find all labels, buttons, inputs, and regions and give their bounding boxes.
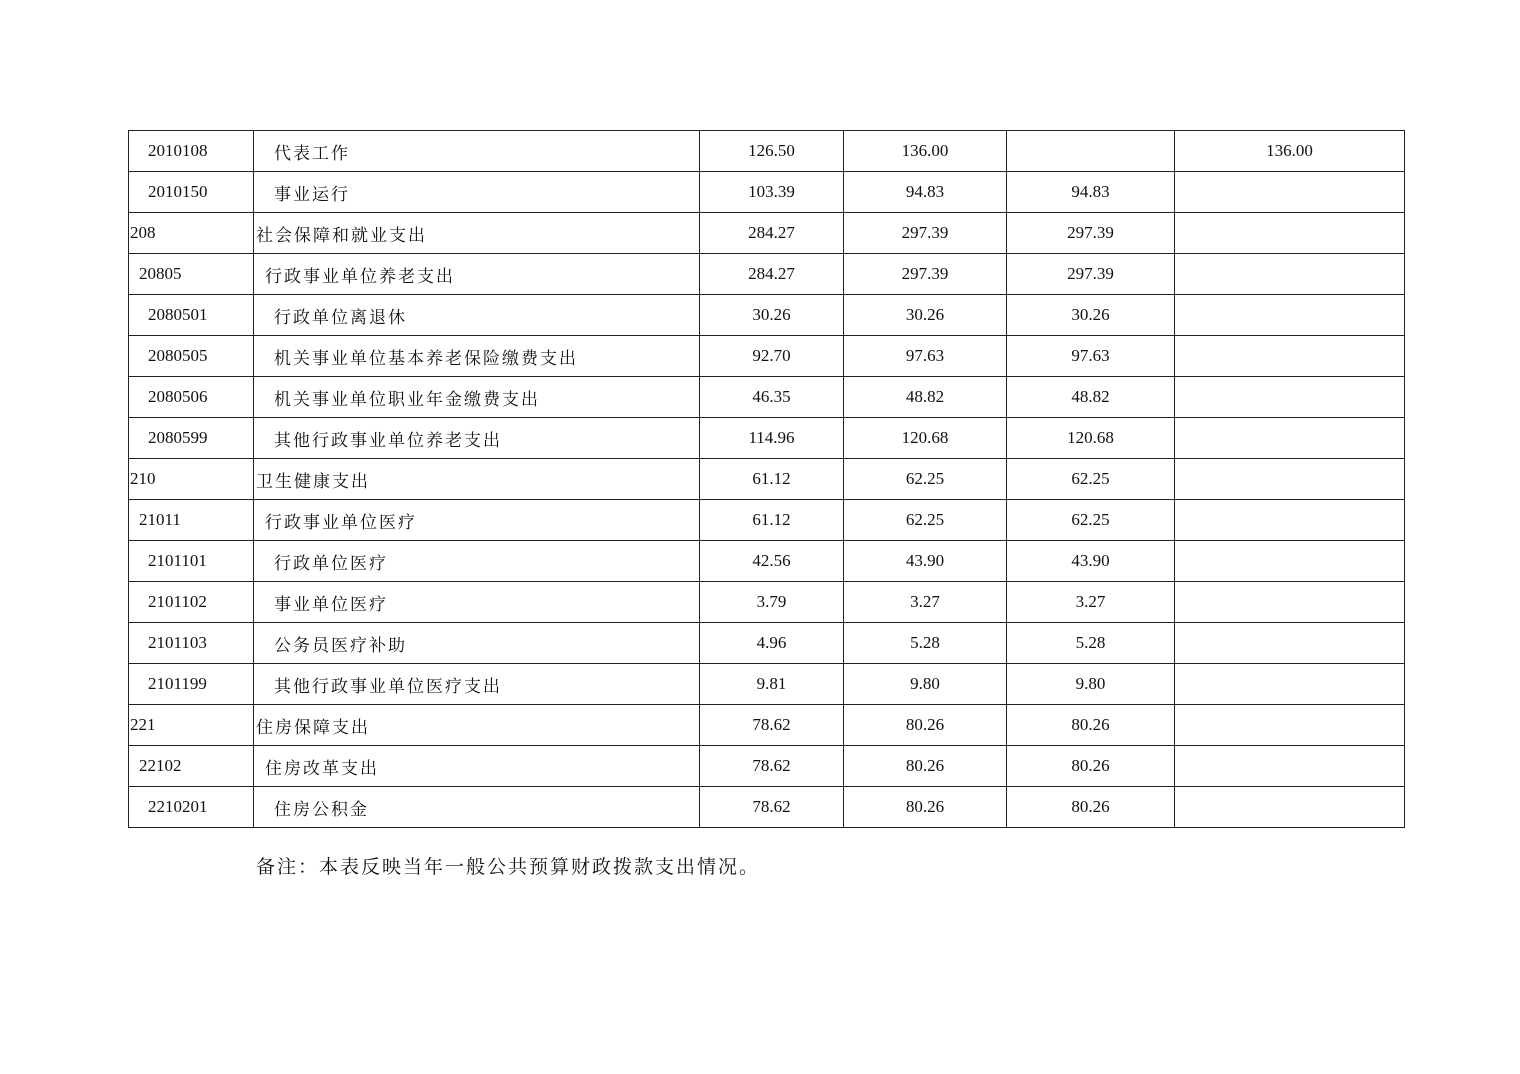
subject-code-cell: 2010108 [129, 131, 254, 172]
amount-cell-col3: 48.82 [1007, 377, 1175, 418]
amount-cell-col3: 297.39 [1007, 254, 1175, 295]
subject-code-cell: 208 [129, 213, 254, 254]
amount-cell-col4 [1175, 787, 1405, 828]
amount-cell-col3: 9.80 [1007, 664, 1175, 705]
table-row [129, 541, 1405, 582]
subject-code-cell: 2010150 [129, 172, 254, 213]
amount-cell-col1: 284.27 [700, 254, 844, 295]
amount-cell-col4 [1175, 172, 1405, 213]
subject-code-cell: 2080505 [129, 336, 254, 377]
subject-code-cell: 210 [129, 459, 254, 500]
amount-cell-col2: 297.39 [844, 213, 1007, 254]
amount-cell-col1: 78.62 [700, 705, 844, 746]
table-row [129, 787, 1405, 828]
table-row [129, 254, 1405, 295]
amount-cell-col4: 136.00 [1175, 131, 1405, 172]
amount-cell-col4 [1175, 623, 1405, 664]
subject-name-cell: 机关事业单位职业年金缴费支出 [254, 377, 700, 418]
subject-name-cell: 事业单位医疗 [254, 582, 700, 623]
amount-cell-col3: 80.26 [1007, 787, 1175, 828]
subject-code-cell: 2101103 [129, 623, 254, 664]
amount-cell-col1: 9.81 [700, 664, 844, 705]
table-body [129, 131, 1405, 828]
amount-cell-col2: 297.39 [844, 254, 1007, 295]
subject-code-cell: 2080506 [129, 377, 254, 418]
amount-cell-col3: 62.25 [1007, 459, 1175, 500]
amount-cell-col3: 80.26 [1007, 705, 1175, 746]
subject-name-cell: 机关事业单位基本养老保险缴费支出 [254, 336, 700, 377]
subject-code-cell: 20805 [129, 254, 254, 295]
amount-cell-col1: 30.26 [700, 295, 844, 336]
table-row [129, 377, 1405, 418]
subject-code-cell: 2101102 [129, 582, 254, 623]
table-row [129, 418, 1405, 459]
subject-code-cell: 2210201 [129, 787, 254, 828]
subject-name-cell: 其他行政事业单位养老支出 [254, 418, 700, 459]
amount-cell-col4 [1175, 500, 1405, 541]
amount-cell-col1: 61.12 [700, 459, 844, 500]
amount-cell-col1: 42.56 [700, 541, 844, 582]
amount-cell-col3: 97.63 [1007, 336, 1175, 377]
subject-code-cell: 21011 [129, 500, 254, 541]
amount-cell-col3: 120.68 [1007, 418, 1175, 459]
subject-code-cell: 2080599 [129, 418, 254, 459]
table-row [129, 131, 1405, 172]
subject-name-cell: 住房保障支出 [254, 705, 700, 746]
amount-cell-col3 [1007, 131, 1175, 172]
table-row [129, 336, 1405, 377]
amount-cell-col4 [1175, 582, 1405, 623]
subject-name-cell: 住房改革支出 [254, 746, 700, 787]
table-row [129, 582, 1405, 623]
subject-name-cell: 事业运行 [254, 172, 700, 213]
amount-cell-col1: 114.96 [700, 418, 844, 459]
amount-cell-col3: 30.26 [1007, 295, 1175, 336]
amount-cell-col1: 4.96 [700, 623, 844, 664]
amount-cell-col2: 80.26 [844, 787, 1007, 828]
table-row [129, 623, 1405, 664]
subject-name-cell: 行政事业单位养老支出 [254, 254, 700, 295]
subject-code-cell: 22102 [129, 746, 254, 787]
amount-cell-col2: 62.25 [844, 500, 1007, 541]
amount-cell-col3: 43.90 [1007, 541, 1175, 582]
subject-name-cell: 其他行政事业单位医疗支出 [254, 664, 700, 705]
amount-cell-col2: 97.63 [844, 336, 1007, 377]
amount-cell-col4 [1175, 541, 1405, 582]
table-row [129, 172, 1405, 213]
table-row [129, 459, 1405, 500]
amount-cell-col4 [1175, 705, 1405, 746]
subject-code-cell: 2101199 [129, 664, 254, 705]
amount-cell-col4 [1175, 213, 1405, 254]
subject-name-cell: 住房公积金 [254, 787, 700, 828]
amount-cell-col4 [1175, 254, 1405, 295]
table-row [129, 705, 1405, 746]
amount-cell-col4 [1175, 377, 1405, 418]
amount-cell-col1: 103.39 [700, 172, 844, 213]
amount-cell-col2: 30.26 [844, 295, 1007, 336]
amount-cell-col4 [1175, 295, 1405, 336]
subject-code-cell: 221 [129, 705, 254, 746]
subject-name-cell: 行政事业单位医疗 [254, 500, 700, 541]
amount-cell-col1: 78.62 [700, 746, 844, 787]
subject-name-cell: 行政单位离退休 [254, 295, 700, 336]
amount-cell-col1: 92.70 [700, 336, 844, 377]
amount-cell-col1: 126.50 [700, 131, 844, 172]
amount-cell-col2: 3.27 [844, 582, 1007, 623]
amount-cell-col3: 80.26 [1007, 746, 1175, 787]
amount-cell-col2: 43.90 [844, 541, 1007, 582]
table-row [129, 213, 1405, 254]
amount-cell-col3: 62.25 [1007, 500, 1175, 541]
amount-cell-col2: 62.25 [844, 459, 1007, 500]
amount-cell-col1: 284.27 [700, 213, 844, 254]
amount-cell-col4 [1175, 418, 1405, 459]
amount-cell-col2: 5.28 [844, 623, 1007, 664]
amount-cell-col4 [1175, 459, 1405, 500]
subject-name-cell: 社会保障和就业支出 [254, 213, 700, 254]
amount-cell-col2: 9.80 [844, 664, 1007, 705]
amount-cell-col2: 48.82 [844, 377, 1007, 418]
budget-expenditure-table [128, 130, 1405, 828]
subject-name-cell: 卫生健康支出 [254, 459, 700, 500]
table-note: 备注：本表反映当年一般公共预算财政拨款支出情况。 [256, 856, 761, 878]
table-row [129, 500, 1405, 541]
table-row [129, 295, 1405, 336]
amount-cell-col1: 78.62 [700, 787, 844, 828]
amount-cell-col2: 136.00 [844, 131, 1007, 172]
amount-cell-col1: 46.35 [700, 377, 844, 418]
amount-cell-col3: 3.27 [1007, 582, 1175, 623]
amount-cell-col3: 297.39 [1007, 213, 1175, 254]
amount-cell-col2: 80.26 [844, 705, 1007, 746]
subject-name-cell: 公务员医疗补助 [254, 623, 700, 664]
amount-cell-col1: 61.12 [700, 500, 844, 541]
amount-cell-col2: 80.26 [844, 746, 1007, 787]
amount-cell-col1: 3.79 [700, 582, 844, 623]
subject-code-cell: 2080501 [129, 295, 254, 336]
table-row [129, 746, 1405, 787]
amount-cell-col4 [1175, 336, 1405, 377]
subject-name-cell: 行政单位医疗 [254, 541, 700, 582]
amount-cell-col3: 94.83 [1007, 172, 1175, 213]
subject-code-cell: 2101101 [129, 541, 254, 582]
amount-cell-col4 [1175, 664, 1405, 705]
amount-cell-col3: 5.28 [1007, 623, 1175, 664]
subject-name-cell: 代表工作 [254, 131, 700, 172]
amount-cell-col4 [1175, 746, 1405, 787]
amount-cell-col2: 94.83 [844, 172, 1007, 213]
amount-cell-col2: 120.68 [844, 418, 1007, 459]
table-row [129, 664, 1405, 705]
